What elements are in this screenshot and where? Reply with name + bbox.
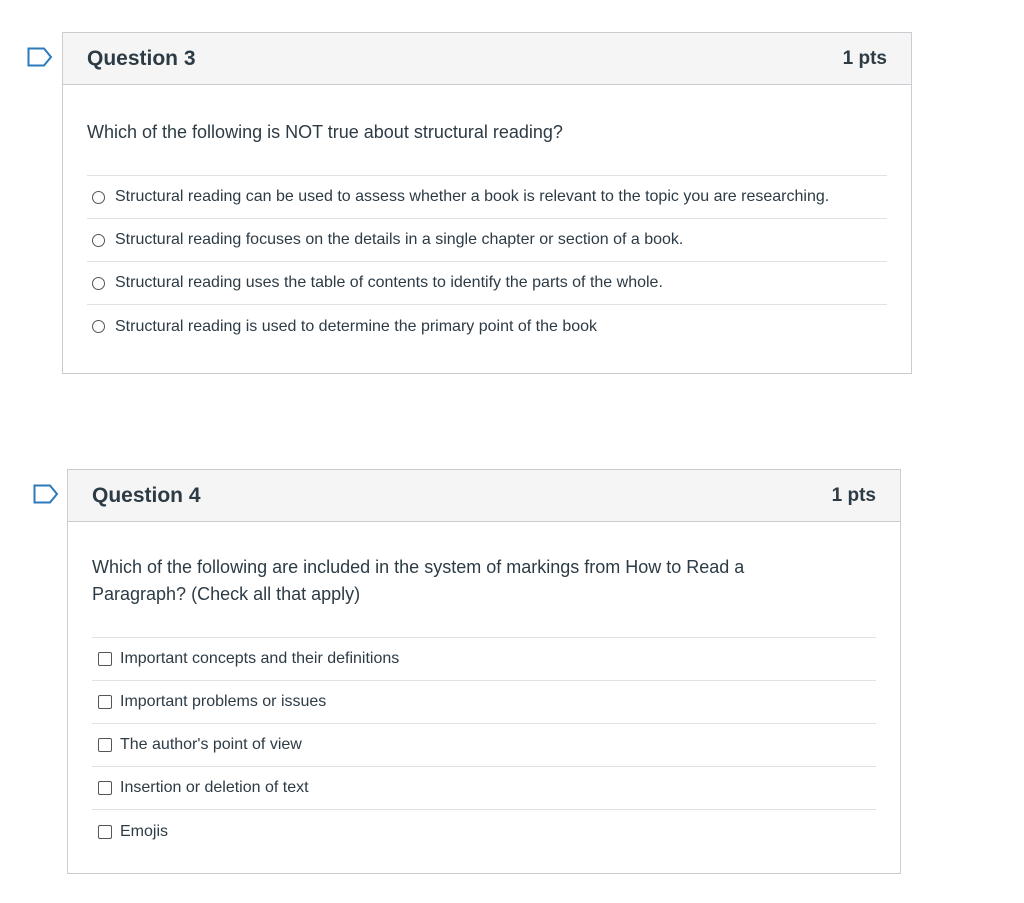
- checkbox[interactable]: [98, 781, 112, 795]
- answer-label: Structural reading focuses on the details in a single chapter or section of a book.: [115, 231, 684, 248]
- question-header: [68, 470, 900, 522]
- answer-label: Important problems or issues: [120, 693, 327, 710]
- answer-label: The author's point of view: [120, 736, 302, 753]
- flag-question-icon[interactable]: [33, 484, 59, 504]
- answer-option[interactable]: [87, 262, 887, 305]
- checkbox[interactable]: [98, 695, 112, 709]
- answer-option[interactable]: [92, 724, 876, 767]
- radio-button[interactable]: [92, 191, 105, 204]
- question-4-card: [67, 469, 901, 874]
- checkbox[interactable]: [98, 652, 112, 666]
- answer-option[interactable]: [92, 810, 876, 853]
- answer-label: Insertion or deletion of text: [120, 779, 309, 796]
- answer-option[interactable]: [92, 638, 876, 681]
- answer-option[interactable]: [87, 219, 887, 262]
- answer-option[interactable]: [87, 305, 887, 348]
- checkbox[interactable]: [98, 738, 112, 752]
- answer-option[interactable]: [92, 681, 876, 724]
- checkbox[interactable]: [98, 825, 112, 839]
- question-title: Question 3: [87, 46, 196, 70]
- question-points: 1 pts: [831, 484, 876, 506]
- answer-option[interactable]: [92, 767, 876, 810]
- question-header: [63, 33, 911, 85]
- question-text: Which of the following are included in the system of markings from How to Read a Paragraph? (Check all that apply): [92, 557, 745, 604]
- answer-label: Emojis: [120, 822, 169, 840]
- flag-question-icon[interactable]: [27, 47, 53, 67]
- question-points: 1 pts: [842, 47, 887, 69]
- question-text: Which of the following is NOT true about structural reading?: [87, 122, 563, 142]
- radio-button[interactable]: [92, 234, 105, 247]
- answer-label: Structural reading uses the table of contents to identify the parts of the whole.: [115, 274, 663, 291]
- answer-list: [92, 637, 876, 853]
- answer-label: Structural reading is used to determine the primary point of the book: [115, 317, 598, 335]
- radio-button[interactable]: [92, 277, 105, 290]
- answer-label: Structural reading can be used to assess whether a book is relevant to the topic you are researching.: [115, 188, 830, 205]
- question-3-card: [62, 32, 912, 374]
- radio-button[interactable]: [92, 320, 105, 333]
- answer-option[interactable]: [87, 176, 887, 219]
- answer-list: [87, 175, 887, 348]
- answer-label: Important concepts and their definitions: [120, 650, 400, 667]
- question-title: Question 4: [92, 483, 201, 507]
